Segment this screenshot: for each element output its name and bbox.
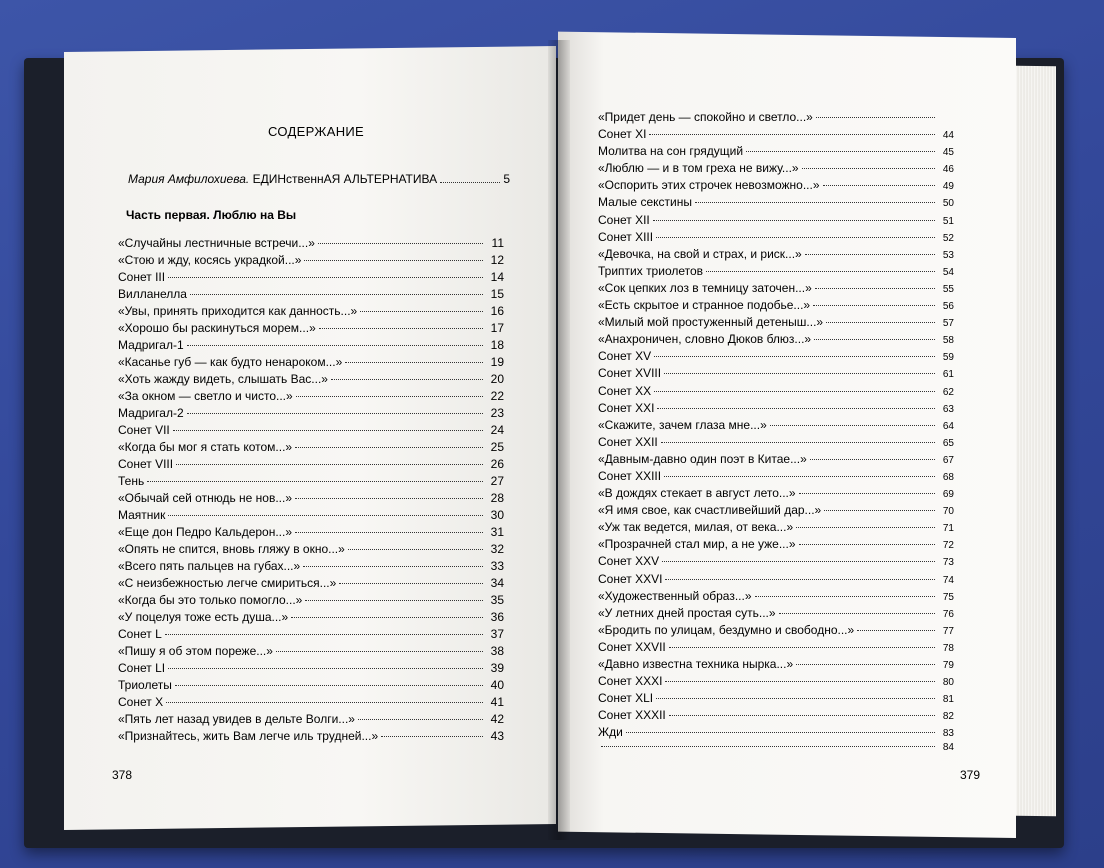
toc-entry xyxy=(118,695,504,712)
toc-entry-title: Сонет XVIII xyxy=(598,366,662,381)
toc-entry-title: «Хоть жажду видеть, слышать Вас...» xyxy=(118,372,328,386)
dot-leader xyxy=(176,464,483,465)
dot-leader xyxy=(331,379,483,380)
dot-leader xyxy=(276,651,483,652)
toc-entry xyxy=(598,708,954,725)
toc-entry xyxy=(118,678,504,695)
toc-entry xyxy=(118,236,504,253)
toc-entry-title: Жди xyxy=(598,725,623,740)
toc-entry xyxy=(118,372,504,389)
toc-entry-title: Сонет XLI xyxy=(598,691,654,706)
toc-entry-page: 42 xyxy=(490,712,504,726)
toc-entry-title: «Пишу я об этом пореже...» xyxy=(118,644,273,658)
toc-entry-title: Сонет XXXII xyxy=(598,708,666,723)
dot-leader xyxy=(440,169,500,183)
toc-entry xyxy=(598,554,954,571)
toc-entry xyxy=(598,725,954,742)
toc-entry-page: 83 xyxy=(942,728,954,740)
dot-leader xyxy=(664,476,935,477)
book-spine-gutter xyxy=(548,40,570,840)
dot-leader xyxy=(654,391,935,392)
toc-entry-page: 78 xyxy=(942,642,954,654)
toc-entry-page: 61 xyxy=(942,369,954,381)
left-toc-list xyxy=(118,236,504,746)
toc-entry-title: «Сок цепких лоз в темницу заточен...» xyxy=(598,280,812,295)
toc-entry-page: 14 xyxy=(490,270,504,284)
toc-entry-page: 52 xyxy=(942,232,954,244)
dot-leader xyxy=(665,681,935,682)
dot-leader xyxy=(187,413,483,414)
toc-entry-page: 30 xyxy=(490,508,504,522)
dot-leader xyxy=(360,311,483,312)
toc-entry-page: 69 xyxy=(942,489,954,501)
toc-entry xyxy=(598,230,954,247)
dot-leader xyxy=(664,373,935,374)
toc-entry-title: «Прозрачней стал мир, а не уже...» xyxy=(598,537,796,552)
toc-entry-page: 24 xyxy=(490,423,504,437)
toc-entry-page: 71 xyxy=(942,523,954,535)
toc-entry-page: 53 xyxy=(942,249,954,261)
toc-entry xyxy=(118,474,504,491)
toc-entry-page: 15 xyxy=(490,287,504,301)
toc-entry xyxy=(598,384,954,401)
toc-entry xyxy=(118,542,504,559)
toc-entry-page: 37 xyxy=(490,627,504,641)
dot-leader xyxy=(147,481,483,482)
dot-leader xyxy=(656,698,935,699)
dot-leader xyxy=(166,702,483,703)
dot-leader xyxy=(799,493,935,494)
dot-leader xyxy=(345,362,483,363)
toc-entry xyxy=(598,503,954,520)
toc-entry xyxy=(118,253,504,270)
toc-entry xyxy=(598,452,954,469)
dot-leader xyxy=(796,664,935,665)
dot-leader xyxy=(802,168,935,169)
dot-leader xyxy=(755,596,935,597)
toc-entry xyxy=(598,418,954,435)
toc-entry-title: «Уж так ведется, милая, от века...» xyxy=(598,520,794,535)
dot-leader xyxy=(706,271,935,272)
toc-entry xyxy=(118,661,504,678)
toc-entry-title: Сонет XII xyxy=(598,212,650,227)
toc-entry-title: «Скажите, зачем глаза мне...» xyxy=(598,417,767,432)
toc-entry-title: «Бродить по улицам, бездумно и свободно...» xyxy=(598,622,855,637)
toc-entry-page: 17 xyxy=(490,321,504,335)
dot-leader xyxy=(695,202,935,203)
dot-leader xyxy=(319,328,483,329)
toc-entry-title: Вилланелла xyxy=(118,287,187,301)
toc-entry xyxy=(118,406,504,423)
toc-entry-title: Сонет XXII xyxy=(598,434,658,449)
toc-entry-page: 50 xyxy=(942,198,954,210)
toc-entry-page: 57 xyxy=(942,318,954,330)
toc-entry xyxy=(598,640,954,657)
toc-entry-page: 44 xyxy=(942,130,954,142)
toc-entry-page: 63 xyxy=(942,403,954,415)
toc-entry xyxy=(118,491,504,508)
toc-entry xyxy=(118,712,504,729)
toc-entry xyxy=(118,593,504,610)
toc-entry-title: «Пять лет назад увидев в дельте Волги...» xyxy=(118,712,355,726)
dot-leader xyxy=(665,579,935,580)
dot-leader xyxy=(303,566,483,567)
toc-entry-page: 67 xyxy=(942,454,954,466)
toc-entry-title: Сонет XXV xyxy=(598,554,660,569)
toc-entry-page: 68 xyxy=(942,471,954,483)
toc-entry-title: Сонет LI xyxy=(118,661,166,675)
toc-entry-page: 82 xyxy=(942,711,954,723)
dot-leader xyxy=(816,117,935,118)
dot-leader xyxy=(187,345,483,346)
toc-entry xyxy=(598,435,954,452)
dot-leader xyxy=(796,527,935,528)
toc-entry-title: «Есть скрытое и странное подобье...» xyxy=(598,298,811,313)
toc-entry-page: 79 xyxy=(942,660,954,671)
toc-entry-page: 38 xyxy=(490,644,504,658)
dot-leader xyxy=(815,288,935,289)
toc-entry-title: Сонет XXI xyxy=(598,400,655,415)
toc-entry xyxy=(598,161,954,178)
dot-leader xyxy=(175,685,483,686)
toc-entry-page: 34 xyxy=(490,576,504,590)
toc-entry-page: 11 xyxy=(491,236,504,250)
toc-entry-page: 70 xyxy=(942,506,954,518)
toc-entry-page: 18 xyxy=(490,338,504,352)
toc-entry-title: Сонет XXXI xyxy=(598,674,663,689)
toc-entry-page: 35 xyxy=(490,593,504,607)
toc-entry xyxy=(598,623,954,640)
toc-entry-page: 39 xyxy=(490,661,504,675)
dot-leader xyxy=(291,617,483,618)
toc-entry-page: 16 xyxy=(490,304,504,318)
toc-entry-title: «Оспорить этих строчек невозможно...» xyxy=(598,178,820,193)
dot-leader xyxy=(662,561,935,562)
toc-entry xyxy=(598,537,954,554)
toc-entry-title: «Еще дон Педро Кальдерон...» xyxy=(118,525,293,539)
toc-entry-page: 12 xyxy=(490,253,504,267)
toc-entry-page: 22 xyxy=(490,389,504,403)
dot-leader xyxy=(190,294,483,295)
toc-entry xyxy=(598,520,954,537)
toc-entry xyxy=(598,674,954,691)
toc-entry-page: 28 xyxy=(490,491,504,505)
toc-entry-title: «Признайтесь, жить Вам легче иль трудней...» xyxy=(118,729,379,743)
dot-leader xyxy=(814,339,935,340)
toc-entry-title: «Увы, принять приходится как данность...» xyxy=(118,304,358,318)
dot-leader xyxy=(657,408,935,409)
toc-entry-title: Сонет VII xyxy=(118,423,170,437)
toc-entry-page: 32 xyxy=(490,542,504,556)
dot-leader xyxy=(168,668,483,669)
toc-entry-title: «За окном — светло и чисто...» xyxy=(118,389,293,403)
dot-leader xyxy=(805,254,935,255)
toc-entry xyxy=(598,281,954,298)
toc-entry-title: Сонет XXIII xyxy=(598,468,662,483)
toc-entry-title: «Когда бы мог я стать котом...» xyxy=(118,440,293,454)
intro-page-number: 5 xyxy=(503,172,510,186)
toc-entry-title: Сонет XIII xyxy=(598,229,654,244)
toc-entry-title: Сонет XI xyxy=(598,127,647,142)
toc-entry-title: Сонет X xyxy=(118,695,164,709)
toc-entry-title: «Люблю — и в том греха не вижу...» xyxy=(598,161,799,176)
toc-entry-page: 26 xyxy=(490,457,504,471)
toc-entry-page: 80 xyxy=(942,677,954,689)
toc-entry-page: 55 xyxy=(942,283,954,295)
toc-entry-page: 74 xyxy=(942,574,954,586)
dot-leader xyxy=(601,746,935,747)
dot-leader xyxy=(656,237,935,238)
dot-leader xyxy=(826,322,935,323)
toc-entry-title: «Художественный образ...» xyxy=(598,588,752,603)
toc-entry xyxy=(598,469,954,486)
toc-entry xyxy=(118,304,504,321)
toc-entry xyxy=(598,366,954,383)
dot-leader xyxy=(649,134,935,135)
toc-entry-title: «Придет день — спокойно и светло...» xyxy=(598,110,813,124)
toc-entry xyxy=(118,389,504,406)
part-title: Часть первая. Люблю на Вы xyxy=(126,208,297,222)
dot-leader xyxy=(305,600,483,601)
toc-entry xyxy=(118,287,504,304)
toc-entry-page: 58 xyxy=(942,335,954,347)
toc-entry-title: Сонет XXVII xyxy=(598,639,666,654)
dot-leader xyxy=(823,185,936,186)
toc-entry-title: «Давно известна техника нырка...» xyxy=(598,657,794,671)
toc-entry-title: «Опять не спится, вновь гляжу в окно...» xyxy=(118,542,345,556)
dot-leader xyxy=(813,305,935,306)
toc-entry-title: Сонет L xyxy=(118,627,162,641)
toc-entry-page: 56 xyxy=(942,301,954,313)
toc-entry xyxy=(598,315,954,332)
toc-entry-title: Триптих триолетов xyxy=(598,263,704,278)
toc-entry-title: «Стою и жду, косясь украдкой...» xyxy=(118,253,302,267)
toc-entry-title: Сонет XX xyxy=(598,383,652,398)
toc-entry-title: «Я имя свое, как счастливейший дар...» xyxy=(598,503,822,518)
toc-entry xyxy=(118,440,504,457)
toc-entry-page: 76 xyxy=(942,608,954,620)
toc-entry-title: Сонет III xyxy=(118,270,166,284)
dot-leader xyxy=(348,549,483,550)
toc-entry xyxy=(598,110,954,127)
toc-entry-page: 77 xyxy=(942,625,954,637)
toc-entry xyxy=(598,144,954,161)
toc-entry-title: «В дождях стекает в август лето...» xyxy=(598,486,796,501)
toc-entry xyxy=(118,270,504,287)
toc-entry-page: 64 xyxy=(942,420,954,432)
toc-entry xyxy=(118,457,504,474)
dot-leader xyxy=(654,356,935,357)
toc-entry-page: 51 xyxy=(942,215,954,227)
toc-entry-page: 19 xyxy=(490,355,504,369)
toc-entry-title: «Давным-давно один поэт в Китае...» xyxy=(598,451,807,466)
toc-entry xyxy=(598,178,954,195)
toc-entry xyxy=(598,401,954,418)
intro-title: ЕДИНственнАЯ АЛЬТЕРНАТИВА xyxy=(252,172,438,186)
dot-leader xyxy=(358,719,483,720)
toc-entry-title: Триолеты xyxy=(118,678,172,692)
toc-entry-page: 31 xyxy=(490,525,504,539)
toc-entry xyxy=(118,321,504,338)
toc-entry-page: 33 xyxy=(490,559,504,573)
toc-entry-title: «Анахроничен, словно Дюков блюз...» xyxy=(598,332,812,347)
toc-entry-page: 54 xyxy=(942,266,954,278)
toc-entry-page: 49 xyxy=(942,181,954,193)
dot-leader xyxy=(661,442,935,443)
toc-entry-title: Мадригал-1 xyxy=(118,338,184,352)
dot-leader xyxy=(339,583,483,584)
toc-entry-page: 84 xyxy=(942,742,954,754)
intro-entry xyxy=(128,172,510,186)
toc-entry xyxy=(598,691,954,708)
dot-leader xyxy=(304,260,483,261)
toc-entry-title: Мадригал-2 xyxy=(118,406,184,420)
toc-entry-title: «Когда бы это только помогло...» xyxy=(118,593,303,607)
toc-entry-page: 20 xyxy=(490,372,504,386)
dot-leader xyxy=(857,630,935,631)
toc-heading: СОДЕРЖАНИЕ xyxy=(268,124,365,139)
toc-entry xyxy=(598,486,954,503)
dot-leader xyxy=(173,430,483,431)
dot-leader xyxy=(295,498,483,499)
toc-entry xyxy=(598,332,954,349)
toc-entry-title: Сонет XV xyxy=(598,349,652,364)
dot-leader xyxy=(295,532,483,533)
toc-entry xyxy=(118,508,504,525)
dot-leader xyxy=(626,732,935,733)
toc-entry-page: 43 xyxy=(490,729,504,743)
toc-entry-title: Сонет XXVI xyxy=(598,571,663,586)
right-toc-list xyxy=(598,110,954,760)
toc-entry xyxy=(118,610,504,627)
toc-entry xyxy=(118,559,504,576)
toc-entry-page: 23 xyxy=(490,406,504,420)
toc-entry xyxy=(598,742,954,759)
toc-entry xyxy=(118,627,504,644)
toc-entry-title: «Обычай сей отнюдь не нов...» xyxy=(118,491,293,505)
page-edges xyxy=(1012,66,1056,817)
toc-entry-title: Маятник xyxy=(118,508,166,522)
toc-entry-title: «У летних дней простая суть...» xyxy=(598,605,776,620)
toc-entry xyxy=(598,606,954,623)
dot-leader xyxy=(653,220,935,221)
toc-entry-page: 81 xyxy=(942,694,954,706)
toc-entry xyxy=(118,729,504,746)
toc-entry xyxy=(598,298,954,315)
toc-entry-page: 36 xyxy=(490,610,504,624)
dot-leader xyxy=(799,544,935,545)
dot-leader xyxy=(824,510,935,511)
toc-entry-title: «У поцелуя тоже есть душа...» xyxy=(118,610,289,624)
toc-entry-page: 45 xyxy=(942,147,954,159)
toc-entry xyxy=(598,589,954,606)
toc-entry-title: «С неизбежностью легче смириться...» xyxy=(118,576,337,590)
toc-entry xyxy=(118,423,504,440)
toc-entry xyxy=(598,195,954,212)
toc-entry-page: 73 xyxy=(942,557,954,569)
toc-entry-title: «Касанье губ — как будто ненароком...» xyxy=(118,355,343,369)
dot-leader xyxy=(746,151,935,152)
toc-entry xyxy=(598,349,954,366)
toc-entry xyxy=(118,576,504,593)
toc-entry-title: Тень xyxy=(118,474,145,488)
toc-entry-page: 59 xyxy=(942,352,954,364)
toc-entry-page: 72 xyxy=(942,540,954,552)
dot-leader xyxy=(669,715,935,716)
dot-leader xyxy=(295,447,483,448)
toc-entry-page: 46 xyxy=(942,164,954,176)
toc-entry-title: Сонет VIII xyxy=(118,457,174,471)
toc-entry-title: Малые секстины xyxy=(598,195,692,210)
toc-entry xyxy=(598,657,954,674)
dot-leader xyxy=(669,647,935,648)
dot-leader xyxy=(318,243,483,244)
right-page-number: 379 xyxy=(960,768,981,782)
toc-entry-page: 41 xyxy=(490,695,504,709)
toc-entry-page: 75 xyxy=(942,591,954,603)
toc-entry-title: «Милый мой простуженный детеныш...» xyxy=(598,315,824,330)
toc-entry xyxy=(598,264,954,281)
toc-entry-title: «Случайны лестничные встречи...» xyxy=(118,236,315,250)
toc-entry-title: «Девочка, на свой и страх, и риск...» xyxy=(598,246,802,261)
toc-entry-title: Молитва на сон грядущий xyxy=(598,144,744,159)
dot-leader xyxy=(770,425,935,426)
toc-entry xyxy=(598,247,954,264)
toc-entry xyxy=(598,572,954,589)
dot-leader xyxy=(381,736,483,737)
toc-entry-page: 25 xyxy=(490,440,504,454)
toc-entry-page: 27 xyxy=(490,474,504,488)
toc-entry xyxy=(118,355,504,372)
dot-leader xyxy=(779,613,935,614)
left-page-number: 378 xyxy=(112,768,133,782)
dot-leader xyxy=(810,459,935,460)
toc-entry-page: 40 xyxy=(490,678,504,692)
toc-entry xyxy=(118,525,504,542)
toc-entry xyxy=(598,213,954,230)
toc-entry xyxy=(598,127,954,144)
toc-entry-page: 65 xyxy=(942,437,954,449)
toc-entry xyxy=(118,644,504,661)
toc-entry-title: «Хорошо бы раскинуться морем...» xyxy=(118,321,316,335)
dot-leader xyxy=(165,634,483,635)
dot-leader xyxy=(296,396,483,397)
intro-author: Мария Амфилохиева. xyxy=(128,172,250,186)
toc-entry-page: 62 xyxy=(942,386,954,398)
dot-leader xyxy=(168,277,483,278)
toc-entry-title: «Всего пять пальцев на губах...» xyxy=(118,559,301,573)
dot-leader xyxy=(168,515,483,516)
toc-entry xyxy=(118,338,504,355)
